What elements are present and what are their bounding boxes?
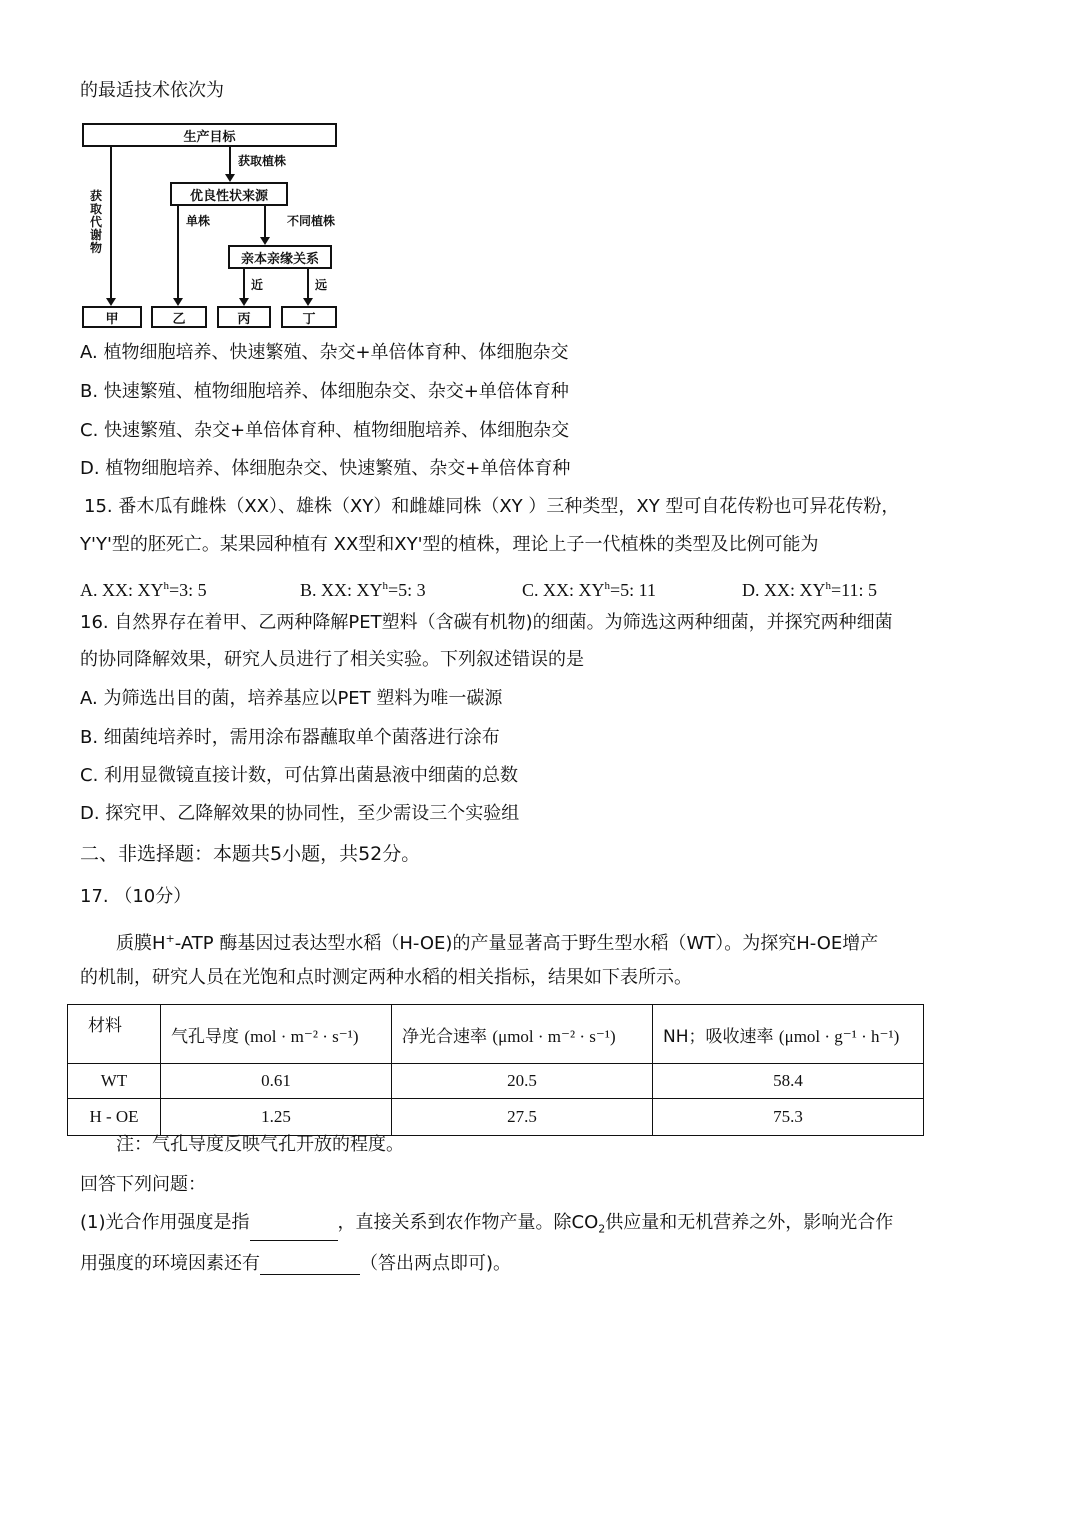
q15-line2: Y'Y'型的胚死亡。某果园种植有 XX型和XY'型的植株，理论上子一代植株的类型及比例可能为: [80, 534, 819, 555]
leaf-jia: 甲: [82, 306, 142, 328]
q14-option-d: D. 植物细胞培养、体细胞杂交、快速繁殖、杂交+单倍体育种: [80, 458, 571, 479]
q15-option-c: C. XX: $XY^h=5$: 11: [522, 580, 656, 600]
cell: 20.5: [392, 1064, 653, 1099]
leaf-ding: 丁: [281, 306, 337, 328]
q16-option-d: D. 探究甲、乙降解效果的协同性，至少需设三个实验组: [80, 803, 520, 824]
q16-option-a: A. 为筛选出目的菌，培养基应以PET 塑料为唯一碳源: [80, 688, 503, 709]
q15-option-a: A. XX: $XY^h=3$: 5: [80, 580, 207, 600]
q15-option-d: D. XX: $XY^h=11$: 5: [742, 580, 877, 600]
q17-heading: 17. （10分）: [80, 886, 192, 907]
leaf-bing: 丙: [217, 306, 271, 328]
results-table: [67, 1004, 924, 1136]
intro-text: 的最适技术依次为: [80, 80, 224, 101]
near-label: 近: [251, 278, 264, 292]
q16-option-c: C. 利用显微镜直接计数，可估算出菌悬液中细菌的总数: [80, 765, 519, 786]
goal-box: 生产目标: [82, 123, 337, 147]
q14-option-a: A. 植物细胞培养、快速繁殖、杂交+单倍体育种、体细胞杂交: [80, 342, 569, 363]
table-row: [68, 1099, 924, 1136]
q16-option-b: B. 细菌纯培养时，需用涂布器蘸取单个菌落进行涂布: [80, 727, 500, 748]
diagram-arrows: [0, 0, 400, 340]
kinship-box: 亲本亲缘关系: [228, 245, 332, 269]
metabolite-label: 获取代谢物: [90, 189, 103, 255]
different-label: 不同植株: [287, 214, 336, 228]
header-material: 材料: [68, 1005, 161, 1064]
q16-line1: 16. 自然界存在着甲、乙两种降解PET塑料（含碳有机物)的细菌。为筛选这两种细菌，并探究两种细菌: [80, 612, 893, 633]
cell: H - OE: [68, 1099, 161, 1136]
q17-para2: 的机制，研究人员在光饱和点时测定两种水稻的相关指标，结果如下表所示。: [80, 967, 692, 988]
q16-line2: 的协同降解效果，研究人员进行了相关实验。下列叙述错误的是: [80, 649, 584, 670]
cell: WT: [68, 1064, 161, 1099]
answer-blank-2[interactable]: [260, 1256, 360, 1275]
cell: 58.4: [653, 1064, 924, 1099]
header-photosynthesis: 净光合速率 (μmol · m⁻² · s⁻¹): [392, 1005, 653, 1064]
trait-source-box: 优良性状来源: [170, 182, 288, 206]
header-stomatal: 气孔导度 (mol · m⁻² · s⁻¹): [161, 1005, 392, 1064]
q14-option-c: C. 快速繁殖、杂交+单倍体育种、植物细胞培养、体细胞杂交: [80, 420, 570, 441]
q14-option-b: B. 快速繁殖、植物细胞培养、体细胞杂交、杂交+单倍体育种: [80, 381, 569, 402]
cell: 75.3: [653, 1099, 924, 1136]
q15-line1: 15. 番木瓜有雌株（XX）、雄株（XY）和雌雄同株（XY ）三种类型，XY 型可自花传粉也可异花传粉，: [84, 496, 900, 517]
header-nh-uptake: NH；吸收速率 (μmol · g⁻¹ · h⁻¹): [653, 1005, 924, 1064]
leaf-yi: 乙: [151, 306, 207, 328]
single-label: 单株: [186, 214, 211, 228]
q15-option-b: B. XX: $XY^h=5$: 3: [300, 580, 426, 600]
answer-prompt: 回答下列问题：: [80, 1174, 206, 1195]
cell: 1.25: [161, 1099, 392, 1136]
table-note: 注：气孔导度反映气孔开放的程度。: [116, 1134, 404, 1155]
far-label: 远: [315, 278, 328, 292]
answer-blank-1[interactable]: [250, 1222, 338, 1241]
cell: 0.61: [161, 1064, 392, 1099]
obtain-plant-label: 获取植株: [238, 154, 287, 168]
q17-para1: 质膜H+-ATP 酶基因过表达型水稻（H-OE)的产量显著高于野生型水稻（WT）。为探究H-OE增产: [116, 932, 879, 954]
q17-sub2: 用强度的环境因素还有 （答出两点即可)。: [80, 1253, 512, 1274]
q17-sub1: (1)光合作用强度是指 ，直接关系到农作物产量。除$CO_2$供应量和无机营养之外，影响光合作: [80, 1212, 893, 1241]
table-row: [68, 1064, 924, 1099]
section-heading: 二、非选择题：本题共5小题，共52分。: [80, 843, 421, 865]
cell: 27.5: [392, 1099, 653, 1136]
